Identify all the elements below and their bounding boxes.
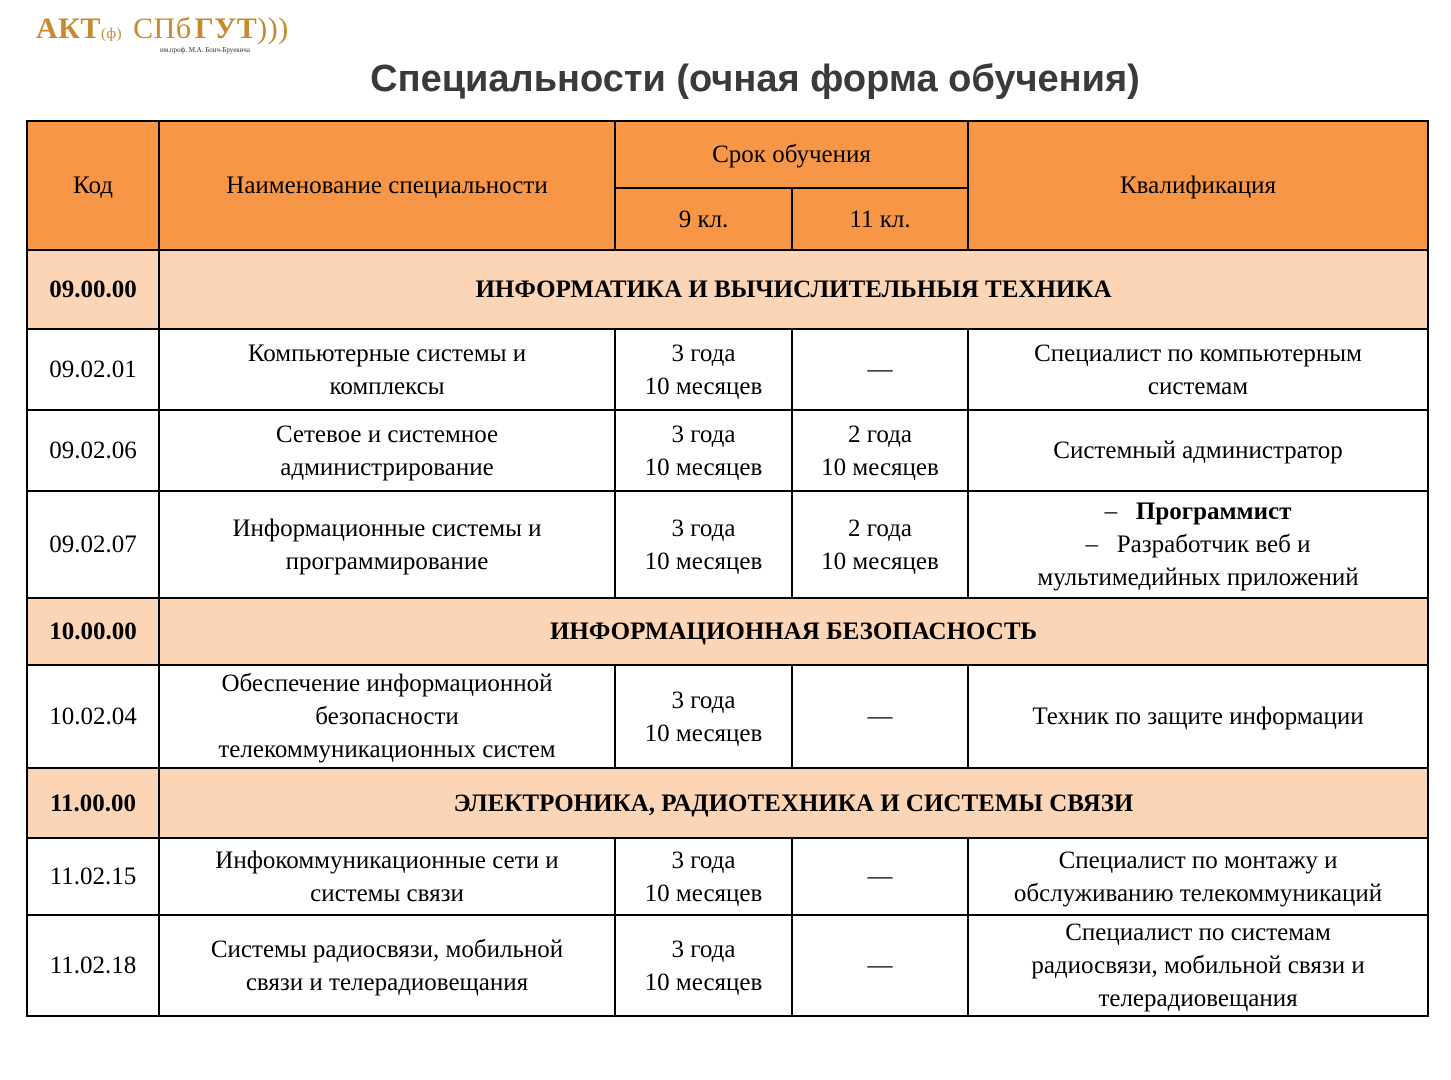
- section-row: [27, 768, 1428, 838]
- table-row: [27, 491, 1428, 598]
- table-row: [27, 410, 1428, 491]
- row-code: 09.02.01: [27, 329, 159, 410]
- row-qualification: Специалист по компьютерным системам: [968, 329, 1428, 410]
- logo-waves: ))): [257, 12, 289, 45]
- row-grade11: 2 года 10 месяцев: [792, 410, 968, 491]
- header-qualification: Квалификация: [968, 121, 1428, 250]
- row-grade9: 3 года 10 месяцев: [615, 838, 792, 915]
- logo-subtitle: им.проф. М.А. Бонч-Бруевича: [160, 46, 250, 54]
- table-row: [27, 665, 1428, 768]
- list-dash: –: [1085, 531, 1099, 558]
- row-name: Системы радиосвязи, мобильной связи и телерадиовещания: [159, 915, 615, 1016]
- row-grade9: 3 года 10 месяцев: [615, 665, 792, 768]
- row-code: 11.02.18: [27, 915, 159, 1016]
- row-grade11: —: [792, 915, 968, 1016]
- qualification-web-developer-cont: мультимедийных приложений: [1037, 564, 1359, 591]
- row-name: Компьютерные системы и комплексы: [159, 329, 615, 410]
- section-row: [27, 250, 1428, 329]
- section-code: 10.00.00: [27, 598, 159, 665]
- row-code: 11.02.15: [27, 838, 159, 915]
- logo-part1: АКТ: [36, 12, 101, 45]
- section-title: ИНФОРМАТИКА И ВЫЧИСЛИТЕЛЬНЫЯ ТЕХНИКА: [159, 250, 1428, 329]
- table-row: [27, 915, 1428, 1016]
- row-grade11: 2 года 10 месяцев: [792, 491, 968, 598]
- row-name: Информационные системы и программирование: [159, 491, 615, 598]
- row-name: Обеспечение информационной безопасности телекоммуникационных систем: [159, 665, 615, 768]
- row-grade9: 3 года 10 месяцев: [615, 410, 792, 491]
- row-code: 09.02.06: [27, 410, 159, 491]
- logo-wordmark: [36, 12, 289, 46]
- row-grade11: —: [792, 665, 968, 768]
- row-name: Инфокоммуникационные сети и системы связи: [159, 838, 615, 915]
- specialties-table: [26, 120, 1429, 1017]
- row-name: Сетевое и системное администрирование: [159, 410, 615, 491]
- row-grade9: 3 года 10 месяцев: [615, 491, 792, 598]
- row-grade9: 3 года 10 месяцев: [615, 329, 792, 410]
- row-grade11: —: [792, 329, 968, 410]
- logo-part1-small: (ф): [100, 26, 123, 42]
- section-row: [27, 598, 1428, 665]
- header-grade9: 9 кл.: [615, 188, 792, 250]
- qualification-web-developer: Разработчик веб и: [1116, 531, 1311, 558]
- college-logo: [36, 10, 326, 52]
- header-duration: Срок обучения: [615, 121, 968, 188]
- logo-part2: СПб: [133, 12, 192, 45]
- section-code: 09.00.00: [27, 250, 159, 329]
- row-qualification: Системный администратор: [968, 410, 1428, 491]
- table-row: [27, 329, 1428, 410]
- row-qualification: Специалист по монтажу и обслуживанию телекоммуникаций: [968, 838, 1428, 915]
- row-qualification: Техник по защите информации: [968, 665, 1428, 768]
- list-dash: –: [1104, 498, 1118, 525]
- section-title: ЭЛЕКТРОНИКА, РАДИОТЕХНИКА И СИСТЕМЫ СВЯЗИ: [159, 768, 1428, 838]
- qualification-programmer: Программист: [1135, 498, 1292, 525]
- row-grade9: 3 года 10 месяцев: [615, 915, 792, 1016]
- table-row: [27, 838, 1428, 915]
- section-title: ИНФОРМАЦИОННАЯ БЕЗОПАСНОСТЬ: [159, 598, 1428, 665]
- logo-part3: ГУТ: [194, 12, 258, 45]
- row-code: 09.02.07: [27, 491, 159, 598]
- row-qualification: Специалист по системам радиосвязи, мобильной связи и телерадиовещания: [968, 915, 1428, 1016]
- row-code: 10.02.04: [27, 665, 159, 768]
- row-qualification-list: [968, 491, 1428, 598]
- section-code: 11.00.00: [27, 768, 159, 838]
- header-name: Наименование специальности: [159, 121, 615, 250]
- header-code: Код: [27, 121, 159, 250]
- header-row-1: [27, 121, 1428, 188]
- page-title: Специальности (очная форма обучения): [370, 58, 1140, 100]
- header-grade11: 11 кл.: [792, 188, 968, 250]
- row-grade11: —: [792, 838, 968, 915]
